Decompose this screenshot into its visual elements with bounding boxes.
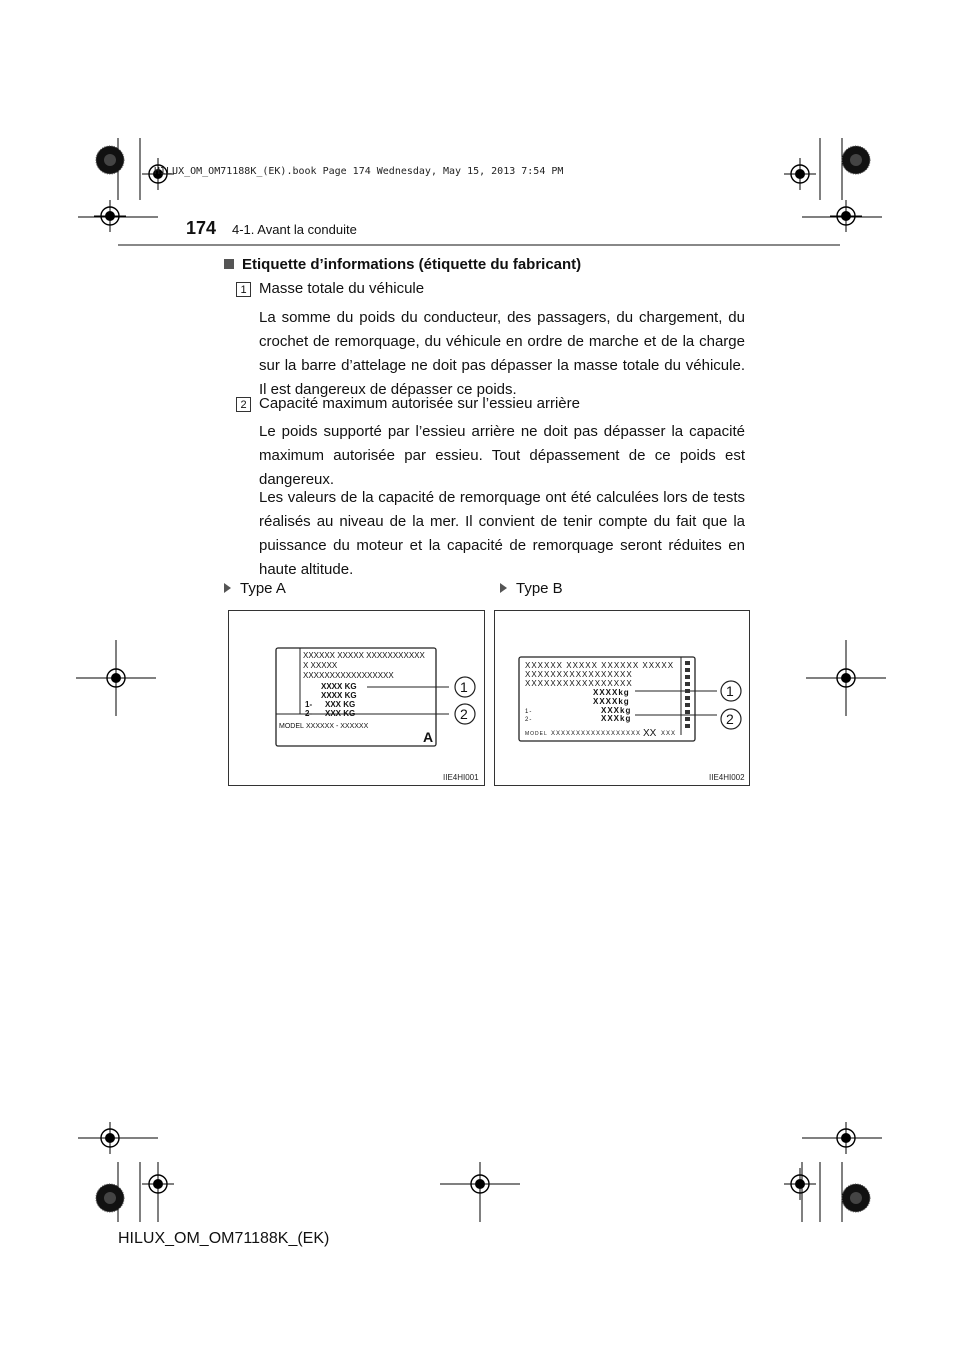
- model-label: MODEL: [279, 723, 304, 730]
- label-line: XXX KG: [325, 709, 356, 718]
- label-line: XXXkg: [601, 706, 632, 715]
- label-line: XXXX KG: [321, 691, 357, 700]
- label-line: XXXXkg: [593, 697, 630, 706]
- label-line: XX: [643, 728, 657, 739]
- figure-type-a: [228, 610, 485, 786]
- label-line: XXXXXX - XXXXXX: [306, 723, 369, 730]
- label-line: XXX KG: [325, 700, 356, 709]
- item-label: Capacité maximum autorisée sur l’essieu arrière: [259, 395, 580, 412]
- row-prefix: 1-: [305, 700, 313, 709]
- callout-number: 2: [726, 711, 734, 727]
- section-title: 4-1. Avant la conduite: [232, 222, 357, 237]
- triangle-bullet-icon: [500, 583, 507, 593]
- label-line: XXXX KG: [321, 682, 357, 691]
- book-stamp: HILUX_OM_OM71188K_(EK).book Page 174 Wednesday, May 15, 2013 7:54 PM: [154, 166, 564, 177]
- footer-doc-id: HILUX_OM_OM71188K_(EK): [118, 1230, 330, 1247]
- callout-number: 1: [460, 679, 468, 695]
- label-line: XXXkg: [601, 714, 632, 723]
- label-illustration-a: [229, 611, 484, 785]
- figure-code: IIE4HI001: [443, 773, 479, 782]
- label-illustration-b: [495, 611, 749, 785]
- square-bullet-icon: [224, 259, 234, 269]
- callout-number: 2: [460, 706, 468, 722]
- item-paragraph: Les valeurs de la capacité de remorquage ont été calculées lors de tests réalisés au niveau de la mer. Il convient de tenir compte du fait que la puissance du moteur et la capacité de remorquage seront réduites en haute altitude.: [259, 489, 745, 578]
- label-line: XXXXXX XXXXX XXXXXX XXXXX: [525, 661, 675, 670]
- item-number-badge: 2: [236, 397, 251, 412]
- item-paragraph: La somme du poids du conducteur, des passagers, du chargement, du crochet de remorquage, du véhicule en ordre de marche et de la charge sur la barre d’attelage ne doit pas dépasser la masse totale du véhicule. Il est dangereux de dépasser ce poids.: [259, 309, 745, 398]
- item-number-badge: 1: [236, 282, 251, 297]
- type-b-label: Type B: [500, 580, 563, 597]
- label-line: XXX: [661, 731, 677, 737]
- type-a-label: Type A: [224, 580, 286, 597]
- triangle-bullet-icon: [224, 583, 231, 593]
- callout-number: 1: [726, 683, 734, 699]
- label-line: XXXXXX XXXXX XXXXXXXXXXX: [303, 651, 425, 660]
- row-prefix: 1-: [525, 709, 533, 715]
- page-number: 174: [186, 218, 217, 238]
- item-label: Masse totale du véhicule: [259, 280, 425, 297]
- figure-code: IIE4HI002: [709, 773, 745, 782]
- label-line: XXXXXXXXXXXXXXXXX: [303, 671, 394, 680]
- item-paragraph: Le poids supporté par l’essieu arrière ne doit pas dépasser la capacité maximum autorisée par essieu. Tout dépassement de ce poids est dangereux.: [259, 423, 745, 488]
- label-line: XXXXXXXXXXXXXXXXXX: [551, 731, 642, 737]
- model-label: MODEL: [525, 731, 548, 737]
- row-prefix: 2-: [305, 709, 313, 718]
- label-line: XXXXXXXXXXXXXXXXX: [525, 670, 633, 679]
- header-divider: [118, 244, 840, 246]
- label-line: XXXXXXXXXXXXXXXXX: [525, 679, 633, 688]
- figure-type-b: [494, 610, 750, 786]
- label-line: X XXXXX: [303, 661, 338, 670]
- type-letter: A: [423, 729, 434, 745]
- section-heading: Etiquette d’informations (étiquette du fabricant): [224, 256, 581, 273]
- label-line: XXXXkg: [593, 688, 630, 697]
- row-prefix: 2-: [525, 717, 533, 723]
